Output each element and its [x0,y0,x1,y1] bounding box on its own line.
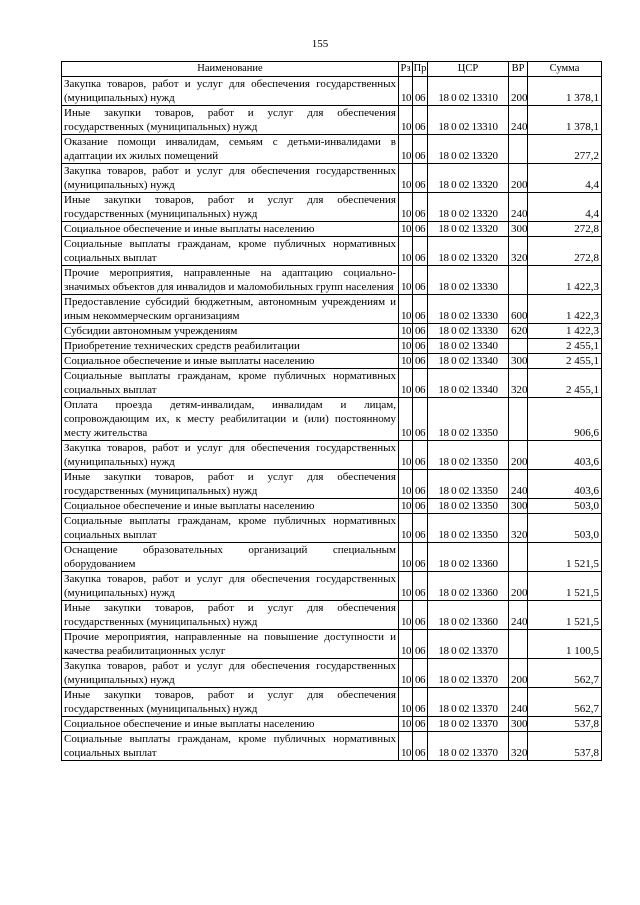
cell-csr: 18 0 02 13340 [428,339,509,354]
cell-sum: 562,7 [528,659,602,688]
cell-rz: 10 [399,601,413,630]
cell-csr: 18 0 02 13320 [428,164,509,193]
cell-csr: 18 0 02 13360 [428,572,509,601]
cell-pr: 06 [413,601,428,630]
cell-pr: 06 [413,441,428,470]
cell-name: Прочие мероприятия, направленные на адаптацию социально-значимых объектов для инвалидов и маломобильных групп населения [62,266,399,295]
table-body [62,77,602,761]
cell-name: Социальные выплаты гражданам, кроме публичных нормативных социальных выплат [62,732,399,761]
cell-rz: 10 [399,77,413,106]
cell-csr: 18 0 02 13370 [428,659,509,688]
cell-vr: 300 [509,354,528,369]
table-row [62,398,602,441]
cell-csr: 18 0 02 13350 [428,499,509,514]
cell-csr: 18 0 02 13320 [428,237,509,266]
cell-pr: 06 [413,339,428,354]
cell-sum: 403,6 [528,441,602,470]
cell-sum: 1 521,5 [528,572,602,601]
cell-sum: 272,8 [528,222,602,237]
cell-name: Оплата проезда детям-инвалидам, инвалидам и лицам, сопровождающим их, к месту реабилитации и (или) постоянному месту жительства [62,398,399,441]
cell-rz: 10 [399,369,413,398]
cell-sum: 4,4 [528,193,602,222]
cell-csr: 18 0 02 13310 [428,106,509,135]
table-row [62,688,602,717]
cell-rz: 10 [399,106,413,135]
cell-vr: 240 [509,106,528,135]
cell-pr: 06 [413,572,428,601]
table-row [62,732,602,761]
cell-vr [509,339,528,354]
cell-pr: 06 [413,543,428,572]
cell-name: Закупка товаров, работ и услуг для обеспечения государственных (муниципальных) нужд [62,659,399,688]
cell-vr [509,266,528,295]
cell-vr: 200 [509,77,528,106]
cell-sum: 1 422,3 [528,266,602,295]
cell-vr: 300 [509,222,528,237]
cell-pr: 06 [413,266,428,295]
cell-vr [509,630,528,659]
cell-rz: 10 [399,354,413,369]
table-row [62,135,602,164]
cell-name: Социальные выплаты гражданам, кроме публичных нормативных социальных выплат [62,514,399,543]
table-row [62,295,602,324]
cell-vr: 240 [509,688,528,717]
cell-csr: 18 0 02 13370 [428,688,509,717]
cell-csr: 18 0 02 13360 [428,543,509,572]
cell-csr: 18 0 02 13350 [428,514,509,543]
cell-sum: 1 422,3 [528,324,602,339]
cell-vr: 300 [509,717,528,732]
cell-name: Закупка товаров, работ и услуг для обеспечения государственных (муниципальных) нужд [62,441,399,470]
cell-vr: 200 [509,659,528,688]
column-header-name: Наименование [62,62,399,77]
cell-sum: 1 100,5 [528,630,602,659]
cell-rz: 10 [399,717,413,732]
cell-pr: 06 [413,717,428,732]
table-row [62,514,602,543]
cell-pr: 06 [413,688,428,717]
cell-rz: 10 [399,339,413,354]
cell-csr: 18 0 02 13360 [428,601,509,630]
cell-vr: 240 [509,193,528,222]
cell-vr: 320 [509,514,528,543]
cell-sum: 1 378,1 [528,77,602,106]
cell-sum: 562,7 [528,688,602,717]
table-row [62,659,602,688]
cell-rz: 10 [399,295,413,324]
cell-name: Субсидии автономным учреждениям [62,324,399,339]
cell-vr: 240 [509,601,528,630]
cell-rz: 10 [399,732,413,761]
cell-sum: 2 455,1 [528,354,602,369]
cell-vr: 620 [509,324,528,339]
cell-vr: 320 [509,237,528,266]
cell-vr: 320 [509,369,528,398]
cell-sum: 906,6 [528,398,602,441]
cell-sum: 1 378,1 [528,106,602,135]
cell-csr: 18 0 02 13330 [428,295,509,324]
cell-sum: 537,8 [528,717,602,732]
cell-name: Закупка товаров, работ и услуг для обеспечения государственных (муниципальных) нужд [62,77,399,106]
cell-sum: 1 422,3 [528,295,602,324]
cell-rz: 10 [399,222,413,237]
cell-csr: 18 0 02 13350 [428,441,509,470]
cell-sum: 403,6 [528,470,602,499]
cell-pr: 06 [413,106,428,135]
cell-rz: 10 [399,659,413,688]
cell-vr: 200 [509,441,528,470]
cell-pr: 06 [413,295,428,324]
cell-name: Социальное обеспечение и иные выплаты населению [62,717,399,732]
cell-rz: 10 [399,324,413,339]
cell-csr: 18 0 02 13320 [428,193,509,222]
table-row [62,470,602,499]
cell-csr: 18 0 02 13350 [428,470,509,499]
cell-rz: 10 [399,266,413,295]
table-row [62,339,602,354]
cell-pr: 06 [413,630,428,659]
cell-name: Иные закупки товаров, работ и услуг для обеспечения государственных (муниципальных) нужд [62,106,399,135]
cell-sum: 4,4 [528,164,602,193]
cell-sum: 2 455,1 [528,369,602,398]
cell-vr: 200 [509,572,528,601]
cell-sum: 537,8 [528,732,602,761]
table-row [62,164,602,193]
cell-csr: 18 0 02 13350 [428,398,509,441]
table-row [62,237,602,266]
cell-sum: 272,8 [528,237,602,266]
cell-vr: 600 [509,295,528,324]
cell-name: Социальное обеспечение и иные выплаты населению [62,499,399,514]
cell-vr: 200 [509,164,528,193]
cell-csr: 18 0 02 13310 [428,77,509,106]
cell-name: Оказание помощи инвалидам, семьям с детьми-инвалидами в адаптации их жилых помещений [62,135,399,164]
cell-name: Социальное обеспечение и иные выплаты населению [62,222,399,237]
cell-rz: 10 [399,543,413,572]
page-number: 155 [311,38,329,50]
table-row [62,499,602,514]
table-row [62,77,602,106]
cell-sum: 277,2 [528,135,602,164]
cell-sum: 2 455,1 [528,339,602,354]
cell-name: Предоставление субсидий бюджетным, автономным учреждениям и иным некоммерческим организациям [62,295,399,324]
cell-rz: 10 [399,164,413,193]
cell-rz: 10 [399,688,413,717]
cell-name: Иные закупки товаров, работ и услуг для обеспечения государственных (муниципальных) нужд [62,193,399,222]
cell-sum: 503,0 [528,514,602,543]
cell-name: Социальное обеспечение и иные выплаты населению [62,354,399,369]
cell-vr [509,543,528,572]
cell-rz: 10 [399,237,413,266]
cell-name: Закупка товаров, работ и услуг для обеспечения государственных (муниципальных) нужд [62,164,399,193]
cell-pr: 06 [413,164,428,193]
cell-pr: 06 [413,354,428,369]
cell-pr: 06 [413,222,428,237]
cell-name: Иные закупки товаров, работ и услуг для обеспечения государственных (муниципальных) нужд [62,470,399,499]
table-row [62,222,602,237]
column-header-sum: Сумма [528,62,602,77]
table-row [62,354,602,369]
cell-pr: 06 [413,77,428,106]
cell-sum: 503,0 [528,499,602,514]
table-header-row [62,62,602,77]
table-row [62,543,602,572]
table-row [62,441,602,470]
cell-rz: 10 [399,572,413,601]
cell-name: Оснащение образовательных организаций специальным оборудованием [62,543,399,572]
cell-csr: 18 0 02 13370 [428,717,509,732]
cell-rz: 10 [399,398,413,441]
cell-name: Социальные выплаты гражданам, кроме публичных нормативных социальных выплат [62,237,399,266]
cell-csr: 18 0 02 13370 [428,732,509,761]
cell-pr: 06 [413,193,428,222]
cell-rz: 10 [399,499,413,514]
cell-vr: 320 [509,732,528,761]
cell-vr [509,135,528,164]
table-row [62,106,602,135]
cell-pr: 06 [413,135,428,164]
cell-vr [509,398,528,441]
table-row [62,717,602,732]
cell-pr: 06 [413,732,428,761]
cell-name: Приобретение технических средств реабилитации [62,339,399,354]
cell-rz: 10 [399,441,413,470]
cell-name: Иные закупки товаров, работ и услуг для обеспечения государственных (муниципальных) нужд [62,601,399,630]
cell-csr: 18 0 02 13330 [428,266,509,295]
cell-name: Прочие мероприятия, направленные на повышение доступности и качества реабилитационных услуг [62,630,399,659]
cell-pr: 06 [413,237,428,266]
table-row [62,572,602,601]
cell-rz: 10 [399,193,413,222]
budget-table [61,61,602,761]
cell-pr: 06 [413,470,428,499]
table-row [62,193,602,222]
column-header-vr: ВР [509,62,528,77]
cell-csr: 18 0 02 13330 [428,324,509,339]
cell-name: Иные закупки товаров, работ и услуг для обеспечения государственных (муниципальных) нужд [62,688,399,717]
cell-rz: 10 [399,630,413,659]
cell-name: Закупка товаров, работ и услуг для обеспечения государственных (муниципальных) нужд [62,572,399,601]
cell-csr: 18 0 02 13340 [428,369,509,398]
column-header-rz: Рз [399,62,413,77]
cell-rz: 10 [399,135,413,164]
cell-pr: 06 [413,499,428,514]
table-row [62,324,602,339]
cell-rz: 10 [399,514,413,543]
table-row [62,369,602,398]
cell-csr: 18 0 02 13340 [428,354,509,369]
cell-pr: 06 [413,369,428,398]
cell-pr: 06 [413,398,428,441]
table-row [62,630,602,659]
cell-name: Социальные выплаты гражданам, кроме публичных нормативных социальных выплат [62,369,399,398]
table-row [62,266,602,295]
cell-pr: 06 [413,514,428,543]
cell-vr: 240 [509,470,528,499]
cell-sum: 1 521,5 [528,543,602,572]
cell-csr: 18 0 02 13320 [428,222,509,237]
cell-csr: 18 0 02 13320 [428,135,509,164]
cell-pr: 06 [413,659,428,688]
column-header-csr: ЦСР [428,62,509,77]
cell-csr: 18 0 02 13370 [428,630,509,659]
cell-sum: 1 521,5 [528,601,602,630]
cell-vr: 300 [509,499,528,514]
table-row [62,601,602,630]
cell-rz: 10 [399,470,413,499]
cell-pr: 06 [413,324,428,339]
column-header-pr: Пр [413,62,428,77]
